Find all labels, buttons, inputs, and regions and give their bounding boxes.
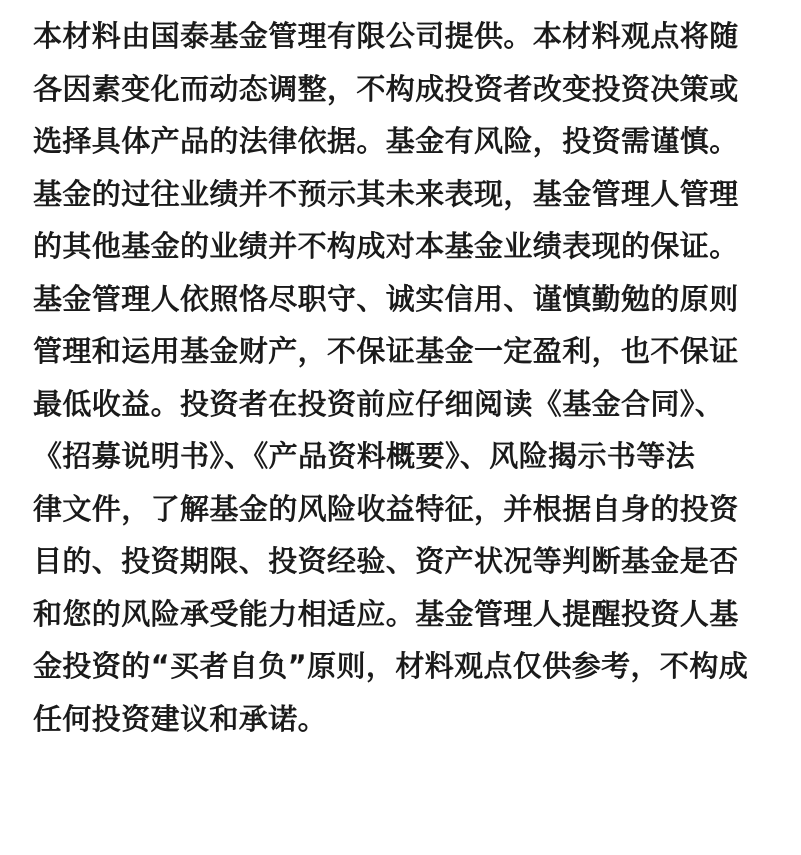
- disclaimer-line-7: 管理和运用基金财产，不保证基金一定盈利，也不保证: [33, 334, 739, 368]
- disclaimer-line-1: 本材料由国泰基金管理有限公司提供。本材料观点将随: [33, 19, 739, 53]
- disclaimer-line-8: 最低收益。投资者在投资前应仔细阅读《基金合同》、: [33, 386, 725, 421]
- disclaimer-line-3: 选择具体产品的法律依据。基金有风险，投资需谨慎。: [33, 124, 739, 158]
- disclaimer-line-5: 的其他基金的业绩并不构成对本基金业绩表现的保证。: [33, 229, 739, 263]
- disclaimer-line-11: 目的、投资期限、投资经验、资产状况等判断基金是否: [33, 544, 739, 578]
- disclaimer-line-2: 各因素变化而动态调整，不构成投资者改变投资决策或: [33, 71, 739, 106]
- disclaimer-line-13: 金投资的“买者自负”原则，材料观点仅供参考，不构成: [33, 649, 749, 683]
- disclaimer-line-6: 基金管理人依照恪尽职守、诚实信用、谨慎勤勉的原则: [33, 281, 739, 316]
- disclaimer-line-14: 任何投资建议和承诺。: [33, 701, 328, 736]
- disclaimer-line-9: 《招募说明书》、《产品资料概要》、风险揭示书等法: [33, 439, 696, 473]
- disclaimer-line-12: 和您的风险承受能力相适应。基金管理人提醒投资人基: [33, 596, 739, 631]
- disclaimer-line-10: 律文件，了解基金的风险收益特征，并根据自身的投资: [33, 491, 739, 526]
- disclaimer-line-4: 基金的过往业绩并不预示其未来表现，基金管理人管理: [33, 176, 739, 211]
